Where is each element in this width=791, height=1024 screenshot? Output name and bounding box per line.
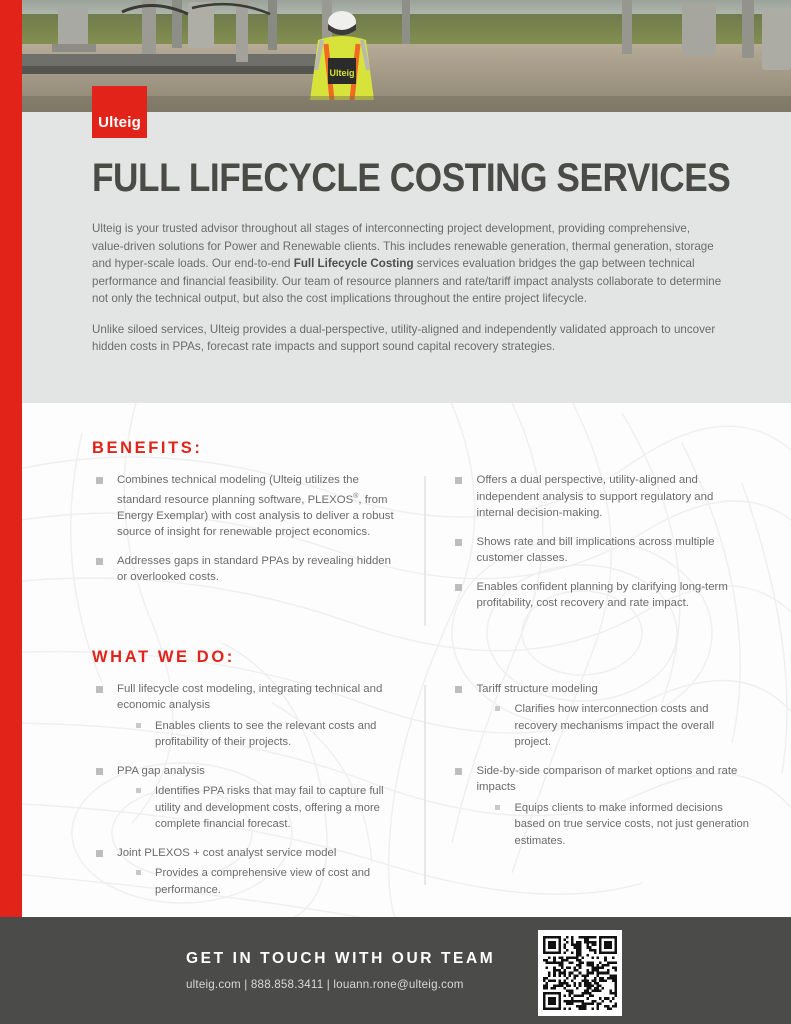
qr-code[interactable] xyxy=(538,930,622,1016)
bullet-item: Addresses gaps in standard PPAs by revealing hidden or overlooked costs. xyxy=(92,553,399,586)
footer-contact-line[interactable]: ulteig.com | 888.858.3411 | louann.rone@ulteig.com xyxy=(186,978,464,991)
page-title: FULL LIFECYCLE COSTING SERVICES xyxy=(92,156,731,200)
sub-bullet-item: Enables clients to see the relevant costs and profitability of their projects. xyxy=(130,718,399,751)
qr-code-image xyxy=(543,935,617,1011)
intro-bold-phrase: Full Lifecycle Costing xyxy=(293,257,414,270)
intro-text: Unlike siloed services, Ulteig provides a dual-perspective, utility-aligned and independently validated approach to uncover hidden costs in PPAs, forecast rate impacts and support sound capital recovery strategies. xyxy=(92,322,716,353)
bullet-item: Tariff structure modeling Clarifies how interconnection costs and recovery mechanisms impact the overall project. xyxy=(451,681,751,751)
benefits-right-column xyxy=(421,472,751,624)
svg-text:Ulteig: Ulteig xyxy=(329,68,355,78)
footer-contact-block xyxy=(0,950,495,991)
intro-paragraph xyxy=(92,220,723,308)
sub-bullet-item: Clarifies how interconnection costs and recovery mechanisms impact the overall project. xyxy=(489,701,751,751)
sub-bullet-list xyxy=(489,800,751,850)
benefits-columns xyxy=(92,472,751,624)
intro-paragraphs xyxy=(92,220,723,356)
sub-bullet-item: Identifies PPA risks that may fail to capture full utility and development costs, offering a more complete financial forecast. xyxy=(130,783,399,833)
intro-text: services evaluation bridges the gap between technical performance and financial feasibility. Our team of resource planners and rate/tariff impact analysts collaborate to determine not only the technical output, but also the cost implications throughout the entire project lifecycle. xyxy=(92,257,722,305)
what-we-do-left-column xyxy=(92,681,421,911)
bullet-item: Full lifecycle cost modeling, integrating technical and economic analysis Enables clients to see the relevant costs and profitability of their projects. xyxy=(92,681,399,751)
ulteig-logo-text: Ulteig xyxy=(98,114,141,131)
what-we-do-heading: WHAT WE DO: xyxy=(92,647,235,666)
body-area xyxy=(22,403,791,917)
registered-trademark-symbol: ® xyxy=(353,492,359,500)
benefits-heading: BENEFITS: xyxy=(92,439,203,457)
benefits-left-column xyxy=(92,472,421,624)
sub-bullet-item: Provides a comprehensive view of cost and performance. xyxy=(130,865,399,898)
footer-title: GET IN TOUCH WITH OUR TEAM xyxy=(186,950,496,967)
what-we-do-left-list xyxy=(92,681,399,899)
sub-bullet-list xyxy=(130,865,399,898)
bullet-item: Enables confident planning by clarifying long-term profitability, cost recovery and rate impact. xyxy=(451,579,751,612)
bullet-item: Shows rate and bill implications across multiple customer classes. xyxy=(451,534,751,567)
bullet-item: Combines technical modeling (Ulteig utilizes the standard resource planning software, PLEXOS®, from Energy Exemplar) with cost analysis to deliver a robust source of insight for renewable project economics. xyxy=(92,472,399,541)
footer xyxy=(0,917,791,1024)
bullet-item: PPA gap analysis Identifies PPA risks that may fail to capture full utility and development costs, offering a more complete financial forecast. xyxy=(92,763,399,833)
what-we-do-right-column xyxy=(421,681,751,911)
what-we-do-column-divider xyxy=(424,685,426,885)
sub-bullet-list xyxy=(130,718,399,751)
bullet-item: Side-by-side comparison of market options and rate impacts Equips clients to make informed decisions based on true service costs, not just generation estimates. xyxy=(451,763,751,850)
benefits-column-divider xyxy=(424,476,426,626)
what-we-do-columns xyxy=(92,681,751,911)
left-red-accent-bar xyxy=(0,0,22,917)
sub-bullet-list xyxy=(130,783,399,833)
intro-band xyxy=(22,112,791,403)
sub-bullet-item: Equips clients to make informed decisions based on true service costs, not just generation estimates. xyxy=(489,800,751,850)
ulteig-logo xyxy=(92,86,147,138)
intro-text: Ulteig is your trusted advisor throughout all stages of interconnecting project development, providing comprehensive, value-driven solutions for Power and Renewable clients. This includes renewable generation, thermal generation, storage and hyper-scale loads. Our end-to-end xyxy=(92,222,714,270)
intro-paragraph xyxy=(92,321,723,356)
benefits-right-list xyxy=(451,472,751,612)
benefits-left-list xyxy=(92,472,399,586)
bullet-item: Joint PLEXOS + cost analyst service model Provides a comprehensive view of cost and performance. xyxy=(92,845,399,899)
bullet-item: Offers a dual perspective, utility-aligned and independent analysis to support regulatory and internal decision-making. xyxy=(451,472,751,522)
what-we-do-right-list xyxy=(451,681,751,850)
sub-bullet-list xyxy=(489,701,751,751)
